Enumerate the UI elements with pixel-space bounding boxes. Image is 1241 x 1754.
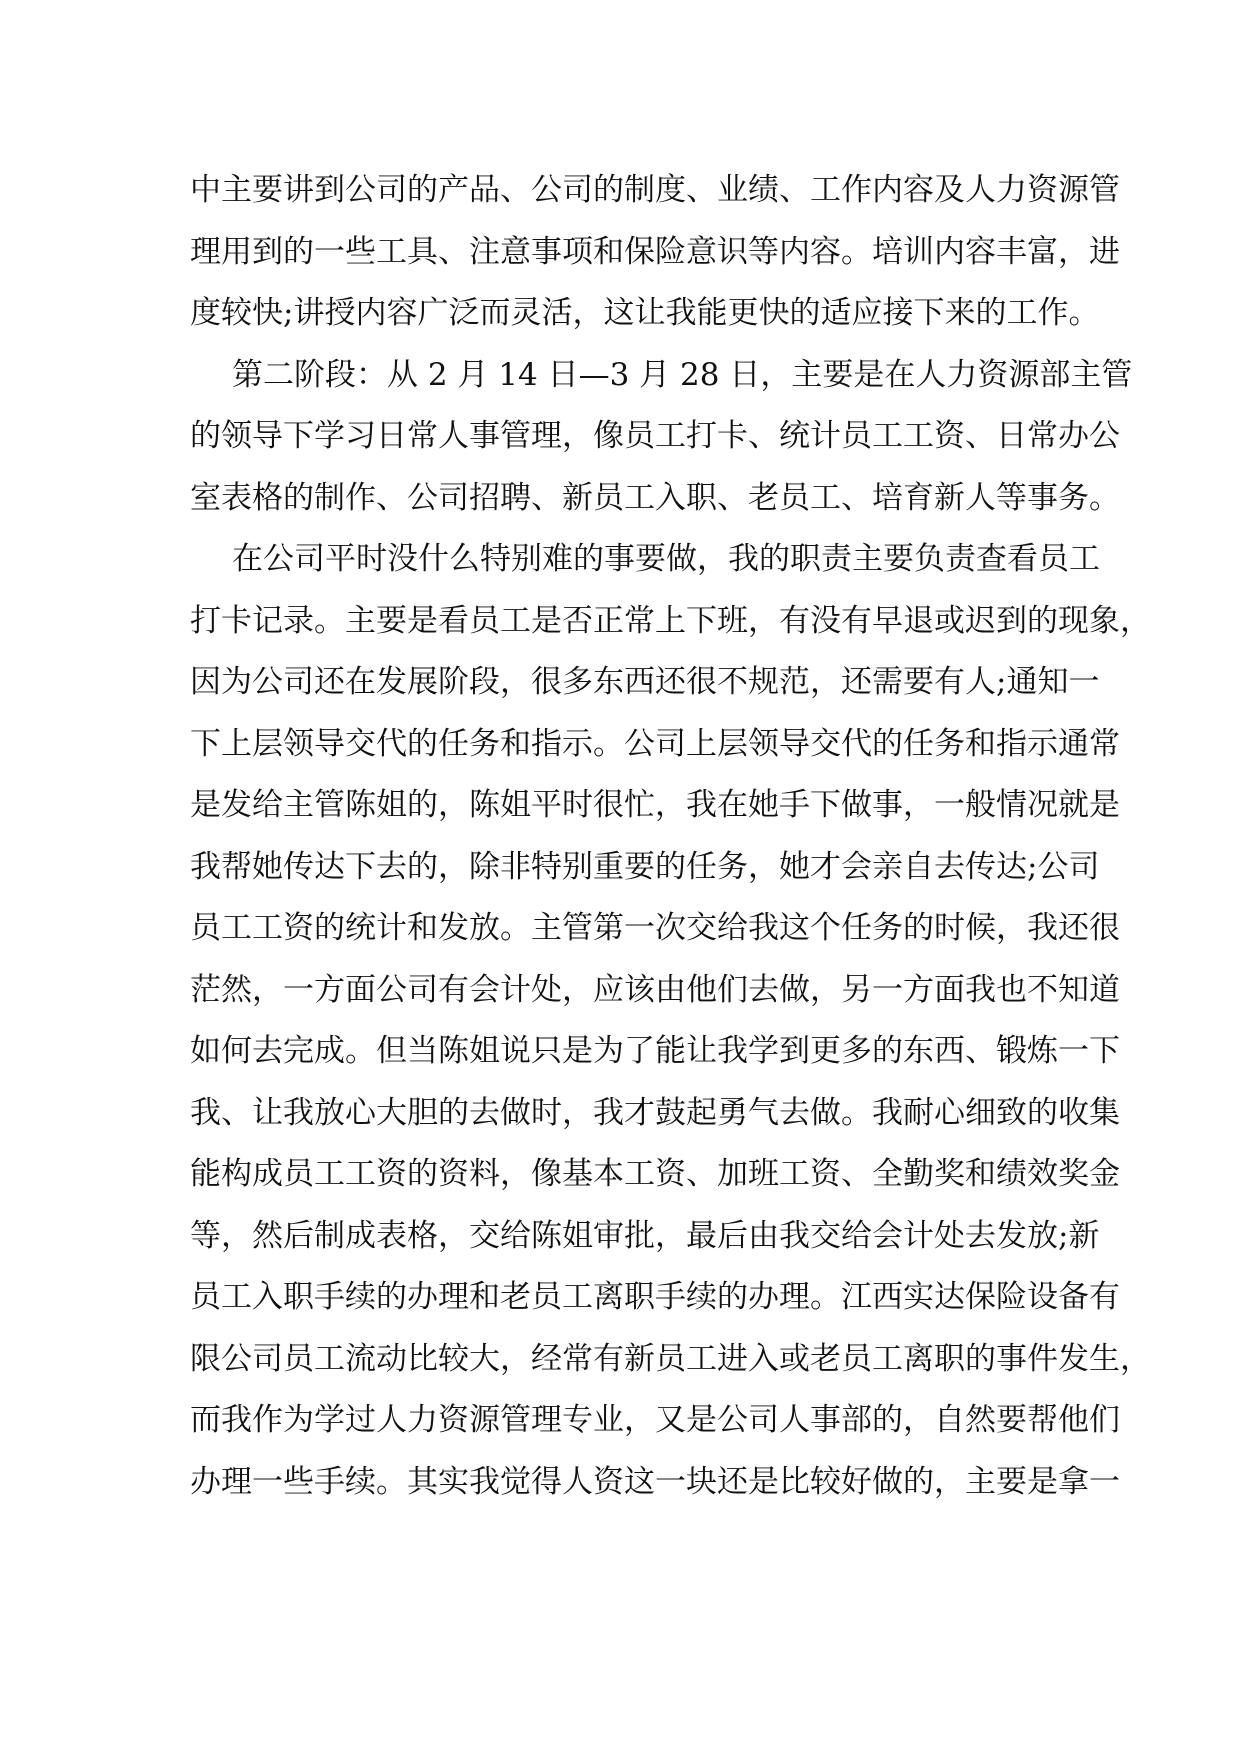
text-line: 员工入职手续的办理和老员工离职手续的办理。江西实达保险设备有 (190, 1279, 1120, 1315)
text-line: 度较快;讲授内容广泛而灵活，这让我能更快的适应接下来的工作。 (190, 295, 1100, 331)
text-line: 限公司员工流动比较大，经常有新员工进入或老员工离职的事件发生， (190, 1340, 1151, 1377)
text-line: 员工工资的统计和发放。主管第一次交给我这个任务的时候，我还很 (190, 910, 1120, 946)
text-line: 茫然，一方面公司有会计处，应该由他们去做，另一方面我也不知道 (190, 971, 1120, 1008)
text-line: 而我作为学过人力资源管理专业，又是公司人事部的，自然要帮他们 (190, 1402, 1120, 1438)
text-line: 在公司平时没什么特别难的事要做，我的职责主要负责查看员工 (232, 541, 1100, 577)
text-line: 理用到的一些工具、注意事项和保险意识等内容。培训内容丰富，进 (190, 233, 1120, 270)
text-line: 我帮她传达下去的，除非特别重要的任务，她才会亲自去传达;公司 (190, 848, 1100, 885)
text-line: 下上层领导交代的任务和指示。公司上层领导交代的任务和指示通常 (190, 725, 1120, 762)
text-line: 第二阶段：从 2 月 14 日—3 月 28 日，主要是在人力资源部主管 (232, 356, 1133, 393)
text-line: 是发给主管陈姐的，陈姐平时很忙，我在她手下做事，一般情况就是 (190, 787, 1120, 823)
text-line: 室表格的制作、公司招聘、新员工入职、老员工、培育新人等事务。 (190, 479, 1120, 516)
text-line: 打卡记录。主要是看员工是否正常上下班，有没有早退或迟到的现象， (190, 602, 1151, 639)
text-line: 中主要讲到公司的产品、公司的制度、业绩、工作内容及人力资源管 (190, 172, 1120, 208)
text-line: 的领导下学习日常人事管理，像员工打卡、统计员工工资、日常办公 (190, 418, 1120, 454)
text-line: 我、让我放心大胆的去做时，我才鼓起勇气去做。我耐心细致的收集 (190, 1094, 1120, 1131)
text-line: 如何去完成。但当陈姐说只是为了能让我学到更多的东西、锻炼一下 (190, 1033, 1120, 1069)
body-text (190, 160, 1151, 1513)
text-line: 因为公司还在发展阶段，很多东西还很不规范，还需要有人;通知一 (190, 664, 1100, 700)
text-line: 能构成员工工资的资料，像基本工资、加班工资、全勤奖和绩效奖金 (190, 1156, 1120, 1192)
text-line: 等，然后制成表格，交给陈姐审批，最后由我交给会计处去发放;新 (190, 1217, 1100, 1254)
text-line: 办理一些手续。其实我觉得人资这一块还是比较好做的，主要是拿一 (190, 1463, 1120, 1500)
